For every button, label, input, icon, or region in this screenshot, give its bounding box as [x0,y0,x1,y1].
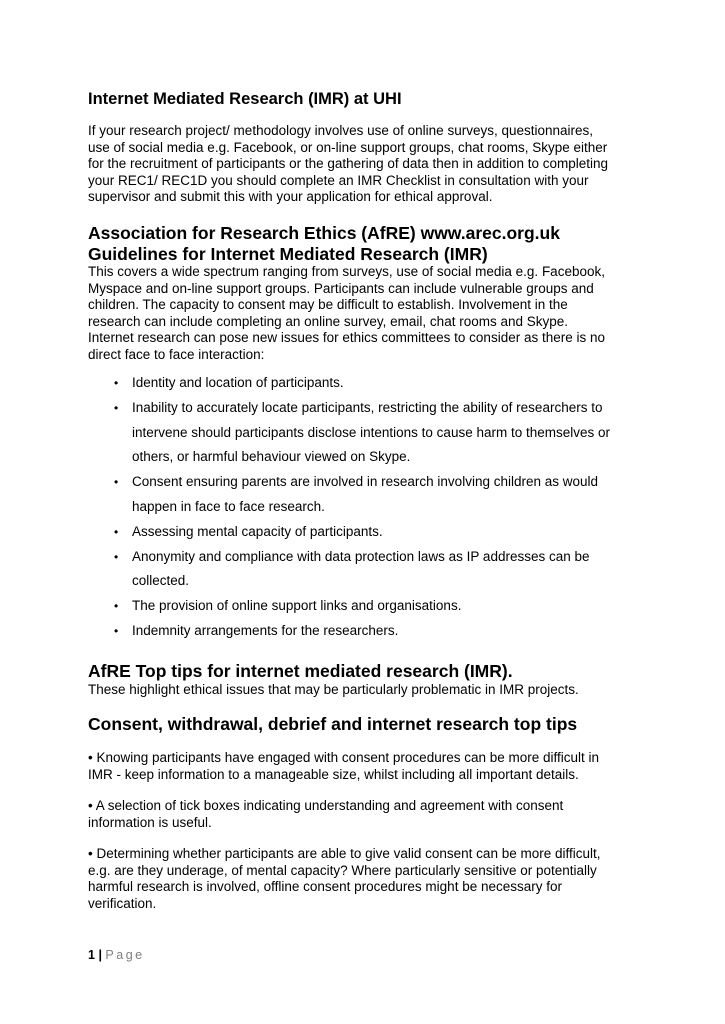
intro-line: for the recruitment of participants or the gathering of data then in addition to completing [88,156,609,172]
tip-line: information is useful. [88,814,212,830]
top-tips-line: These highlight ethical issues that may be particularly problematic in IMR projects. [88,682,579,697]
bullet-dot: • [114,400,119,415]
bullet-dot: • [114,475,119,490]
bullet-item [88,520,628,545]
afre-heading-line1: Association for Research Ethics (AfRE) www.arec.org.uk [88,223,560,243]
bullet-text: Indemnity arrangements for the researchers. [132,622,399,638]
consent-heading: Consent, withdrawal, debrief and internet research top tips [88,714,578,734]
tip-line: • A selection of tick boxes indicating understanding and agreement with consent [88,798,564,813]
tip-line: • Knowing participants have engaged with consent procedures can be more difficult in [88,750,600,765]
intro-line: your REC1/ REC1D you should complete an IMR Checklist in consultation with your [88,172,589,188]
intro-line: If your research project/ methodology involves use of online surveys, questionnaires, [88,123,594,138]
top-tips-subtext [88,682,648,699]
page-footer [88,946,145,964]
bullet-text: intervene should participants disclose intentions to cause harm to themselves or [132,424,611,440]
afre-line: Internet research can pose new issues for ethics committees to consider as there is no [88,330,606,346]
bullet-text: Consent ensuring parents are involved in research involving children as would [132,474,599,490]
tip-paragraph [88,750,648,783]
afre-paragraph [88,264,648,364]
bullet-text: Anonymity and compliance with data protection laws as IP addresses can be [132,548,590,564]
bullet-text: Identity and location of participants. [132,375,344,390]
bullet-dot: • [114,599,119,614]
bullet-item [88,396,628,470]
bullet-text: others, or harmful behaviour viewed on Skype. [132,449,411,465]
tip-paragraph [88,846,648,912]
bullet-item [88,619,628,644]
bullet-item [88,470,628,520]
bullet-dot: • [114,524,119,539]
intro-line: supervisor and submit this with your application for ethical approval. [88,189,493,205]
bullet-text: happen in face to face research. [132,498,325,514]
afre-heading-line2: Guidelines for Internet Mediated Research (IMR) [88,244,488,264]
bullet-text: The provision of online support links and organisations. [132,598,462,614]
tip-line: verification. [88,895,157,911]
afre-line: Myspace and on-line support groups. Participants can include vulnerable groups and [88,280,594,296]
page-label: Page [105,948,145,962]
afre-line: This covers a wide spectrum ranging from surveys, use of social media e.g. Facebook, [88,264,605,279]
afre-line: research can include completing an online survey, email, chat rooms and Skype. [88,313,569,329]
bullet-text: Assessing mental capacity of participants. [132,523,383,539]
tip-line: harmful research is involved, offline consent procedures might be necessary for [88,879,562,895]
tip-paragraph [88,798,648,831]
bullet-dot: • [114,549,119,564]
tip-line: • Determining whether participants are able to give valid consent can be more difficult, [88,846,601,861]
tip-line: e.g. are they underage, of mental capacity? Where particularly sensitive or potentially [88,862,597,878]
afre-line: direct face to face interaction: [88,346,265,362]
page-number: 1 [88,948,95,962]
document-title: Internet Mediated Research (IMR) at UHI [88,90,402,108]
intro-paragraph [88,123,648,206]
intro-line: use of social media e.g. Facebook, or on-line support groups, chat rooms, Skype either [88,139,608,155]
footer-separator: | [98,948,102,962]
tip-line: IMR - keep information to a manageable size, whilst including all important details. [88,766,579,782]
bullet-text: collected. [132,573,190,589]
bullet-item [88,545,628,595]
top-tips-heading: AfRE Top tips for internet mediated research (IMR). [88,661,513,681]
bullet-dot: • [114,376,119,390]
issues-bullet-list [88,371,628,644]
bullet-text: Inability to accurately locate participants, restricting the ability of researchers to [132,399,603,415]
bullet-item [88,371,628,396]
bullet-item [88,594,628,619]
afre-line: children. The capacity to consent may be difficult to establish. Involvement in the [88,297,568,313]
bullet-dot: • [114,623,119,638]
